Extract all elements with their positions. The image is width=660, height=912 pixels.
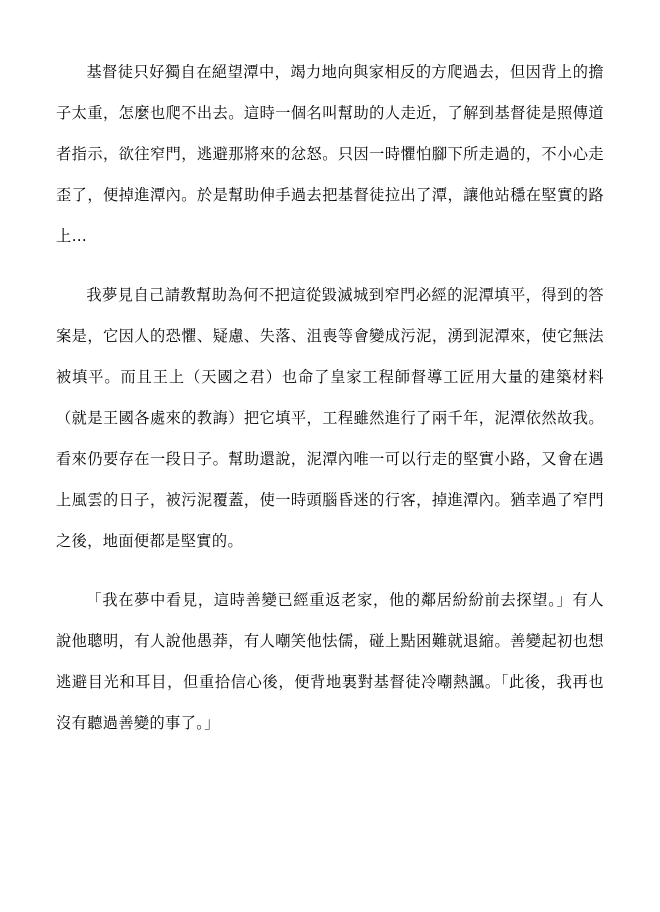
document-body — [56, 52, 604, 744]
paragraph-2: 我夢見自己請教幫助為何不把這從毀滅城到窄門必經的泥潭填平，得到的答案是，它因人的恐懼、疑慮、失落、沮喪等會變成污泥，湧到泥潭來，使它無法被填平。而且王上（天國之君）也命了皇家工程師督導工匠用大量的建築材料（就是王國各處來的教誨）把它填平，工程雖然進行了兩千年，泥潭依然故我。看來仍要存在一段日子。幫助還說，泥潭內唯一可以行走的堅實小路，又會在遇上風雲的日子，被污泥覆蓋，使一時頭腦昏迷的行客，掉進潭內。猶幸過了窄門之後，地面便都是堅實的。 — [56, 286, 604, 550]
paragraph-3: 「我在夢中看見，這時善變已經重返老家，他的鄰居紛紛前去探望。」有人說他聰明，有人說他愚莽，有人嘲笑他怯儒，碰上點困難就退縮。善變起初也想逃避目光和耳目，但重拾信心後，便背地裏對基督徒冷嘲熱諷。「此後，我再也沒有聽過善變的事了。」 — [56, 591, 604, 732]
paragraph-1: 基督徒只好獨自在絕望潭中，竭力地向與家相反的方爬過去，但因背上的擔子太重，怎麼也爬不出去。這時一個名叫幫助的人走近，了解到基督徒是照傳道者指示，欲往窄門，逃避那將來的忿怒。只因一時懼怕腳下所走過的，不小心走歪了，便掉進潭內。於是幫助伸手過去把基督徒拉出了潭，讓他站穩在堅實的路上… — [56, 63, 604, 245]
